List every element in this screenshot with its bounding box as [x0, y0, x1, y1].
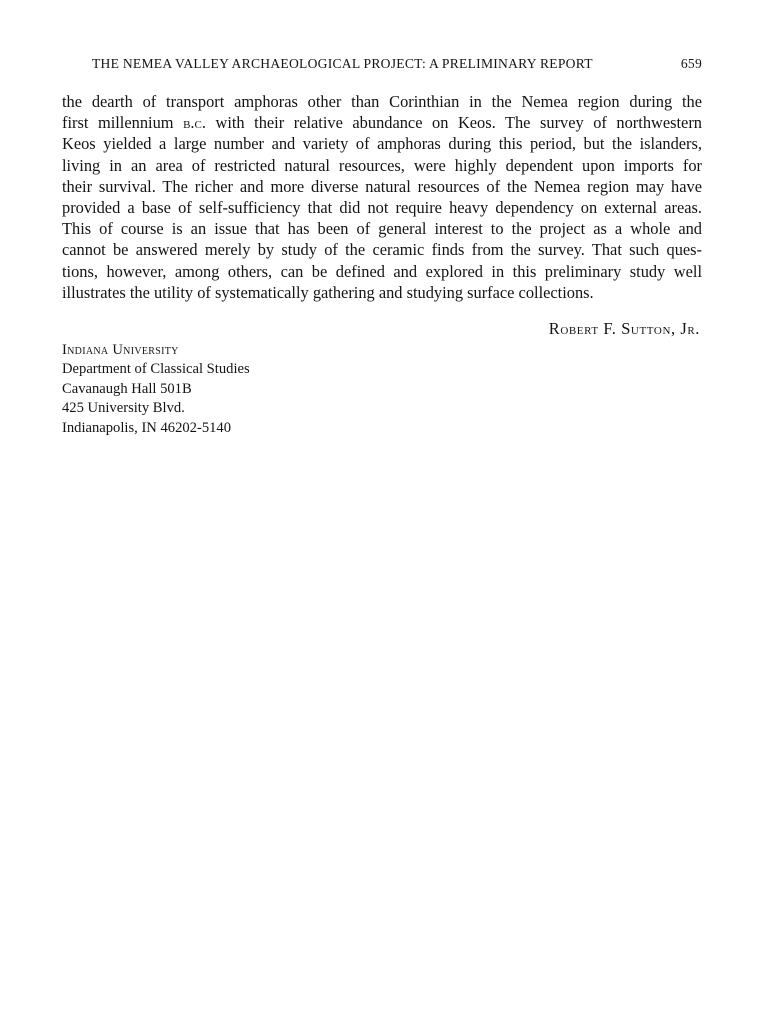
institution-name: Indiana University — [62, 342, 179, 358]
author-affiliation — [62, 341, 250, 438]
author-signature: Robert F. Sutton, Jr. — [548, 319, 700, 338]
body-line: the dearth of transport amphoras other than Corinthian in the Nemea region during the — [62, 92, 702, 111]
body-line: cannot be answered merely by study of the ceramic finds from the survey. That such ques- — [62, 240, 702, 260]
building-address: Cavanaugh Hall 501B — [62, 380, 192, 397]
body-line: living in an area of restricted natural resources, were highly dependent upon imports for — [62, 155, 702, 175]
page-number: 659 — [680, 56, 702, 71]
body-line: illustrates the utility of systematically gathering and studying surface collections. — [62, 282, 594, 302]
body-line: provided a base of self-sufficiency that did not require heavy dependency on external areas. — [62, 198, 702, 218]
body-line-segment: first millennium — [62, 113, 174, 133]
body-line — [62, 112, 702, 133]
running-head — [62, 55, 702, 73]
body-paragraph — [62, 91, 702, 303]
era-abbreviation: b.c. — [183, 113, 206, 133]
department-name: Department of Classical Studies — [62, 361, 250, 378]
body-line: tions, however, among others, can be defined and explored in this preliminary study well — [62, 261, 702, 281]
body-line: their survival. The richer and more diverse natural resources of the Nemea region may have — [62, 176, 702, 196]
city-address: Indianapolis, IN 46202-5140 — [62, 419, 232, 436]
body-line: Keos yielded a large number and variety of amphoras during this period, but the islanders, — [62, 134, 702, 154]
body-line: This of course is an issue that has been of general interest to the project as a whole and — [62, 219, 702, 239]
running-title: THE NEMEA VALLEY ARCHAEOLOGICAL PROJECT: A PRELIMINARY REPORT — [92, 56, 593, 71]
body-line-segment: with their relative abundance on Keos. The survey of northwestern — [215, 113, 702, 133]
street-address: 425 University Blvd. — [62, 400, 185, 417]
